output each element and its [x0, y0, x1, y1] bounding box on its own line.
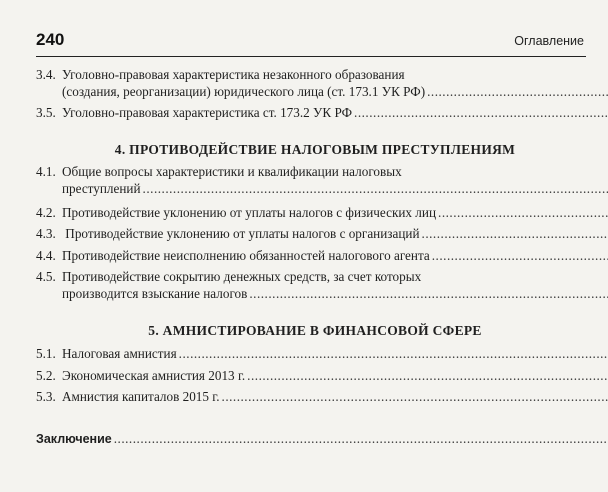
toc-entry-title: Уголовно-правовая характеристика незаконного образования	[62, 67, 405, 82]
toc-entry-title: Уголовно-правовая характеристика ст. 173.2 УК РФ	[62, 105, 353, 120]
page-header	[36, 30, 586, 57]
page-number: 240	[36, 30, 65, 49]
leader-dots	[249, 285, 608, 302]
chapter-5-title[interactable]: 5. АМНИСТИРОВАНИЕ В ФИНАНСОВОЙ СФЕРЕ	[148, 323, 482, 338]
chapter-4-title[interactable]: 4. ПРОТИВОДЕЙСТВИЕ НАЛОГОВЫМ ПРЕСТУПЛЕНИЯМ	[114, 142, 516, 157]
toc-entry-number: 4.1.	[36, 164, 56, 179]
toc-entry-number: 4.5.	[36, 269, 56, 284]
toc-entry-number: 4.2.	[36, 205, 56, 220]
toc-entry-title-cont: преступлений	[62, 181, 141, 196]
toc-entry-number: 5.2.	[36, 368, 56, 383]
leader-dots	[143, 180, 608, 197]
toc-entry-number: 3.5.	[36, 105, 56, 120]
toc-entry-title: Противодействие неисполнению обязанностей налогового агента	[62, 248, 430, 263]
toc-entry-5-3[interactable]	[36, 388, 584, 405]
toc-entry-title: Противодействие сокрытию денежных средств, за счет которых	[62, 269, 422, 284]
toc-entry-number: 3.4.	[36, 67, 56, 82]
toc-entry-number: 5.1.	[36, 346, 56, 361]
leader-dots	[114, 430, 608, 447]
toc-entry-4-1[interactable]	[36, 163, 584, 197]
toc-entry-title: Налоговая амнистия	[62, 346, 177, 361]
toc-entry-4-3[interactable]	[36, 225, 584, 242]
toc-entry-4-2[interactable]	[36, 204, 584, 221]
leader-dots	[179, 345, 608, 362]
toc-entry-number: 4.4.	[36, 248, 56, 263]
toc-entry-4-5[interactable]	[36, 268, 584, 302]
toc-entry-title: Амнистия капиталов 2015 г.	[62, 389, 220, 404]
toc-entry-title: Экономическая амнистия 2013 г.	[62, 368, 246, 383]
toc-entry-title-cont: (создания, реорганизации) юридического лица (ст. 173.1 УК РФ)	[62, 84, 426, 99]
toc-entry-title-cont: производится взыскание налогов	[62, 286, 248, 301]
leader-dots	[422, 225, 608, 242]
toc-entry-number: 5.3.	[36, 389, 56, 404]
leader-dots	[427, 83, 608, 100]
toc-entry-title: Заключение	[36, 432, 112, 446]
leader-dots	[354, 104, 608, 121]
toc-entry-4-4[interactable]	[36, 247, 584, 264]
toc-entry-conclusion[interactable]	[36, 430, 584, 448]
leader-dots	[247, 367, 608, 384]
toc-entry-number: 4.3.	[36, 226, 56, 241]
running-head: Оглавление	[514, 34, 584, 48]
toc-entry-3-4[interactable]	[36, 66, 584, 100]
toc-entry-title: Противодействие уклонению от уплаты налогов с организаций	[62, 226, 420, 241]
toc-entry-title: Противодействие уклонению от уплаты налогов с физических лиц	[62, 205, 437, 220]
toc-entry-3-5[interactable]	[36, 104, 584, 121]
toc-entry-title: Общие вопросы характеристики и квалификации налоговых	[62, 164, 402, 179]
leader-dots	[438, 204, 608, 221]
leader-dots	[222, 388, 608, 405]
toc-entry-5-2[interactable]	[36, 367, 584, 384]
toc-entry-5-1[interactable]	[36, 345, 584, 362]
leader-dots	[432, 247, 608, 264]
